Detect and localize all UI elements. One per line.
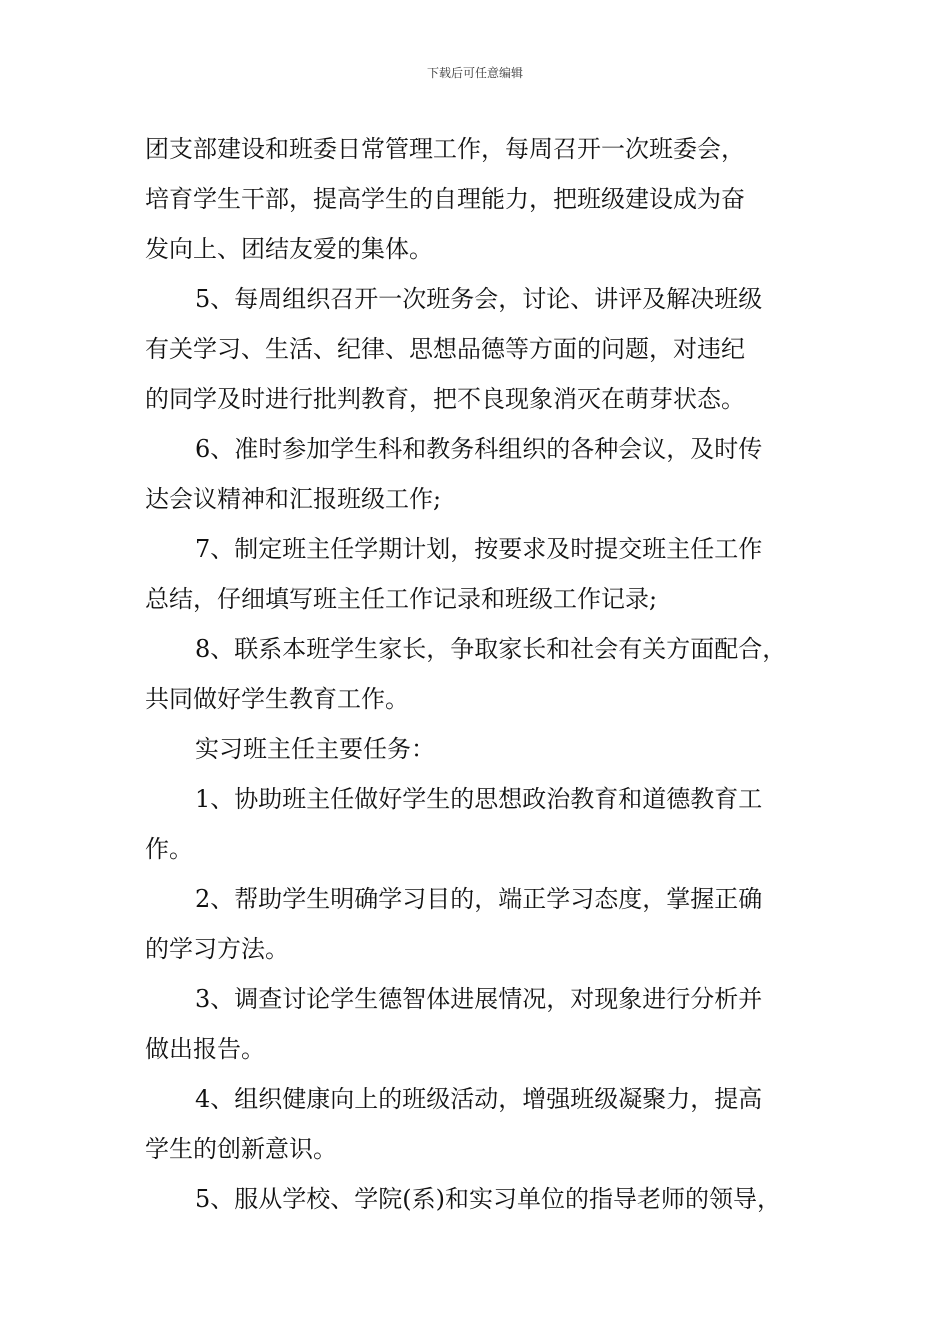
text-line: 4、组织健康向上的班级活动，增强班级凝聚力，提高 xyxy=(195,1085,763,1113)
text-line: 6、准时参加学生科和教务科组织的各种会议，及时传 xyxy=(195,435,763,463)
text-line: 2、帮助学生明确学习目的，端正学习态度，掌握正确 xyxy=(195,885,763,913)
text-line: 5、服从学校、学院(系)和实习单位的指导老师的领导， xyxy=(195,1185,781,1213)
text-line: 总结，仔细填写班主任工作记录和班级工作记录; xyxy=(145,585,658,613)
text-line: 团支部建设和班委日常管理工作，每周召开一次班委会， xyxy=(145,135,745,163)
section-heading: 实习班主任主要任务： xyxy=(195,735,435,763)
document-body xyxy=(145,124,815,1224)
text-line: 7、制定班主任学期计划，按要求及时提交班主任工作 xyxy=(195,535,763,563)
text-line: 5、每周组织召开一次班务会，讨论、讲评及解决班级 xyxy=(195,285,763,313)
text-line: 的学习方法。 xyxy=(145,935,289,963)
text-line: 共同做好学生教育工作。 xyxy=(145,685,409,713)
text-line: 8、联系本班学生家长，争取家长和社会有关方面配合， xyxy=(195,635,787,663)
text-line: 培育学生干部，提高学生的自理能力，把班级建设成为奋 xyxy=(145,185,745,213)
text-line: 达会议精神和汇报班级工作; xyxy=(145,485,442,513)
text-line: 的同学及时进行批判教育，把不良现象消灭在萌芽状态。 xyxy=(145,385,745,413)
text-line: 3、调查讨论学生德智体进展情况，对现象进行分析并 xyxy=(195,985,763,1013)
page-header: 下载后可任意编辑 xyxy=(426,66,523,80)
text-line: 1、协助班主任做好学生的思想政治教育和道德教育工 xyxy=(195,785,763,813)
text-line: 作。 xyxy=(145,835,193,863)
text-line: 学生的创新意识。 xyxy=(145,1135,337,1163)
text-line: 发向上、团结友爱的集体。 xyxy=(145,235,433,263)
text-line: 有关学习、生活、纪律、思想品德等方面的问题，对违纪 xyxy=(145,335,745,363)
text-line: 做出报告。 xyxy=(145,1035,265,1063)
